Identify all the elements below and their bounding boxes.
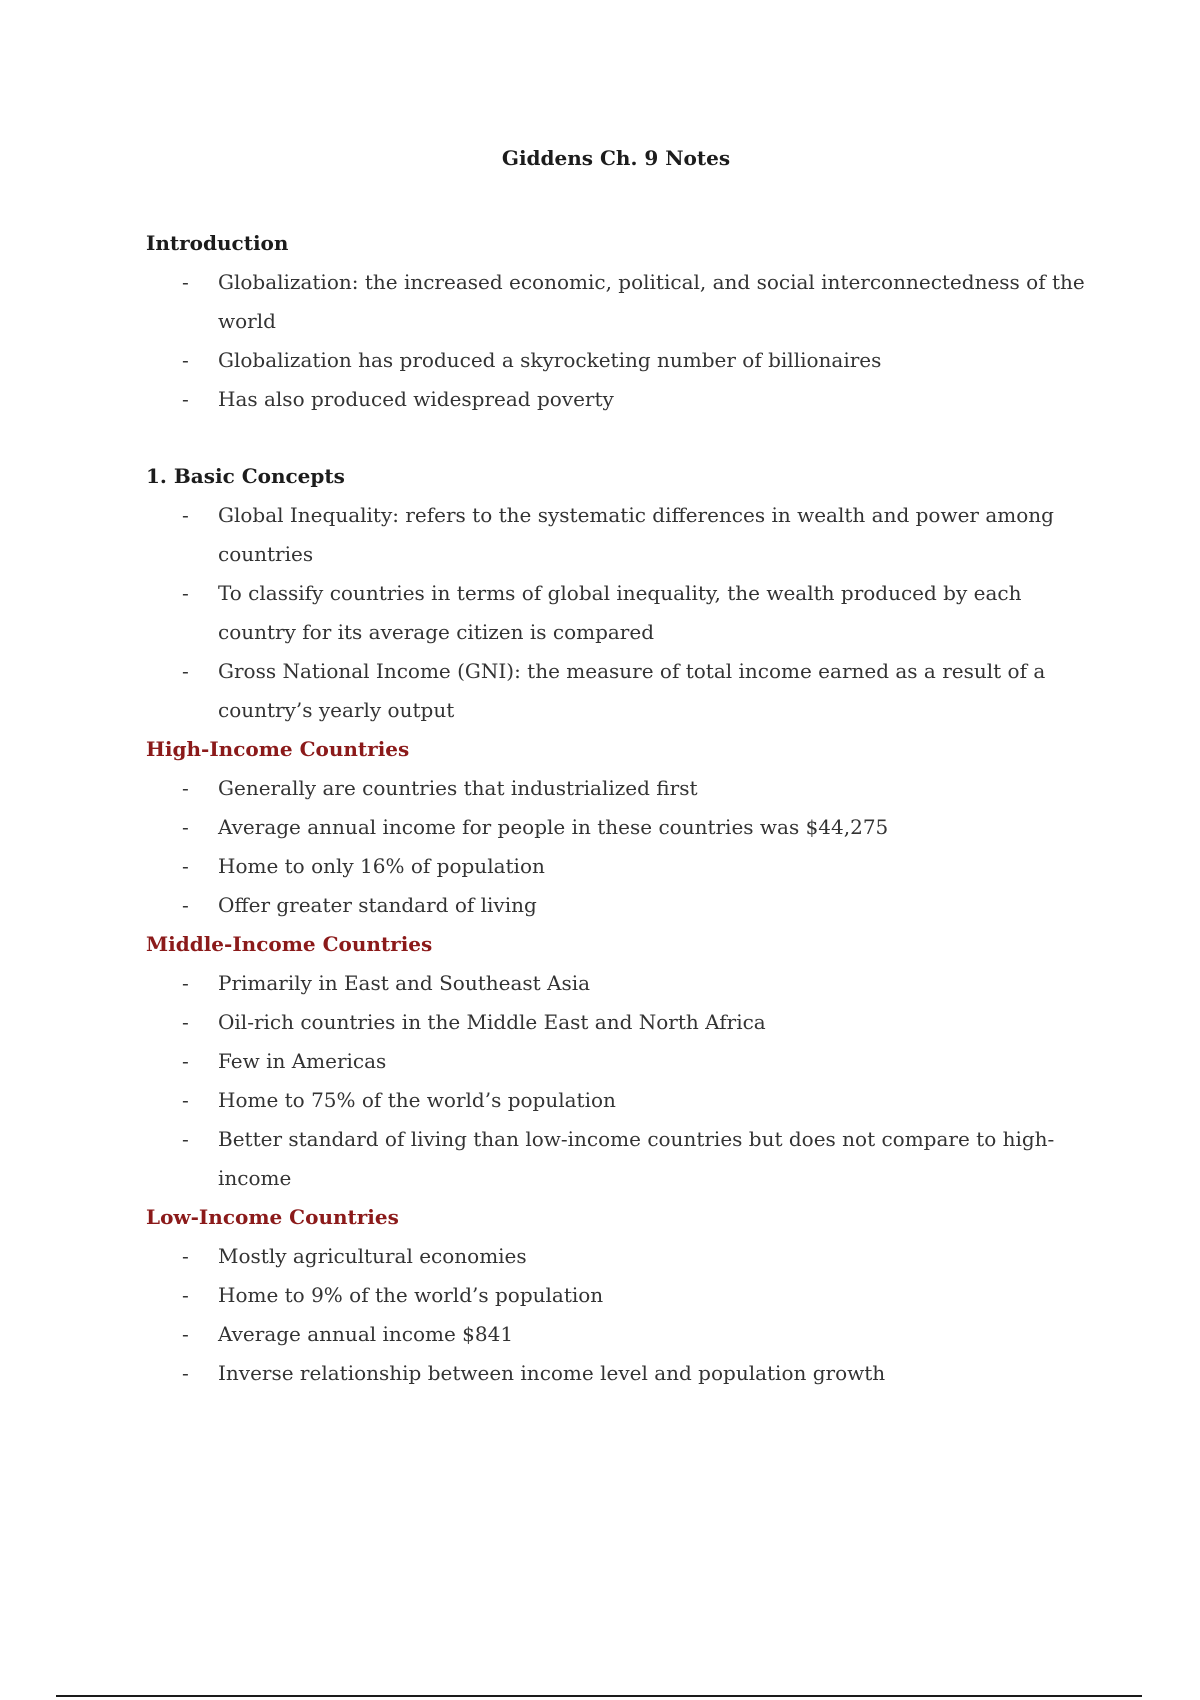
bottom-divider (56, 1695, 1142, 1697)
list-item: - Average annual income $841 (146, 1315, 1086, 1354)
low-income-list (146, 1237, 1086, 1393)
bullet-dash: - (182, 581, 189, 605)
bullet-dash: - (182, 854, 189, 878)
list-item: - Gross National Income (GNI): the measure of total income earned as a result of a country’s yearly output (146, 652, 1086, 730)
basic-concepts-list (146, 496, 1086, 730)
bullet-dash: - (182, 1049, 189, 1073)
list-item: - Primarily in East and Southeast Asia (146, 964, 1086, 1003)
section-spacer (146, 419, 1086, 457)
section-heading-basic-concepts: 1. Basic Concepts (146, 464, 345, 488)
list-item: - Home to 9% of the world’s population (146, 1276, 1086, 1315)
introduction-list (146, 263, 1086, 419)
subheading-middle-income: Middle-Income Countries (146, 932, 433, 956)
bullet-dash: - (182, 971, 189, 995)
list-item: - Globalization has produced a skyrocketing number of billionaires (146, 341, 1086, 380)
list-item: - Average annual income for people in these countries was $44,275 (146, 808, 1086, 847)
notes-content (146, 224, 1086, 1393)
bullet-dash: - (182, 893, 189, 917)
subheading-high-income: High-Income Countries (146, 737, 410, 761)
list-item: - Generally are countries that industrialized first (146, 769, 1086, 808)
list-item: - Home to only 16% of population (146, 847, 1086, 886)
bullet-dash: - (182, 1127, 189, 1151)
list-item: - Inverse relationship between income level and population growth (146, 1354, 1086, 1393)
bullet-dash: - (182, 387, 189, 411)
bullet-dash: - (182, 348, 189, 372)
bullet-dash: - (182, 1361, 189, 1385)
bullet-dash: - (182, 815, 189, 839)
bullet-dash: - (182, 776, 189, 800)
list-item: - Few in Americas (146, 1042, 1086, 1081)
bullet-dash: - (182, 270, 189, 294)
middle-income-list (146, 964, 1086, 1198)
bullet-dash: - (182, 1283, 189, 1307)
bullet-dash: - (182, 1010, 189, 1034)
bullet-dash: - (182, 659, 189, 683)
list-item: - Oil-rich countries in the Middle East and North Africa (146, 1003, 1086, 1042)
list-item: - Globalization: the increased economic, political, and social interconnectedness of the world (146, 263, 1086, 341)
list-item: - To classify countries in terms of global inequality, the wealth produced by each country for its average citizen is compared (146, 574, 1086, 652)
list-item: - Home to 75% of the world’s population (146, 1081, 1086, 1120)
list-item: - Has also produced widespread poverty (146, 380, 1086, 419)
bullet-dash: - (182, 503, 189, 527)
section-heading-introduction: Introduction (146, 231, 289, 255)
list-item: - Mostly agricultural economies (146, 1237, 1086, 1276)
list-item: - Better standard of living than low-income countries but does not compare to high-income (146, 1120, 1086, 1198)
page-title: Giddens Ch. 9 Notes (501, 146, 731, 170)
bullet-dash: - (182, 1088, 189, 1112)
high-income-list (146, 769, 1086, 925)
list-item: - Global Inequality: refers to the systematic differences in wealth and power among countries (146, 496, 1086, 574)
subheading-low-income: Low-Income Countries (146, 1205, 399, 1229)
bullet-dash: - (182, 1244, 189, 1268)
bullet-dash: - (182, 1322, 189, 1346)
list-item: - Offer greater standard of living (146, 886, 1086, 925)
